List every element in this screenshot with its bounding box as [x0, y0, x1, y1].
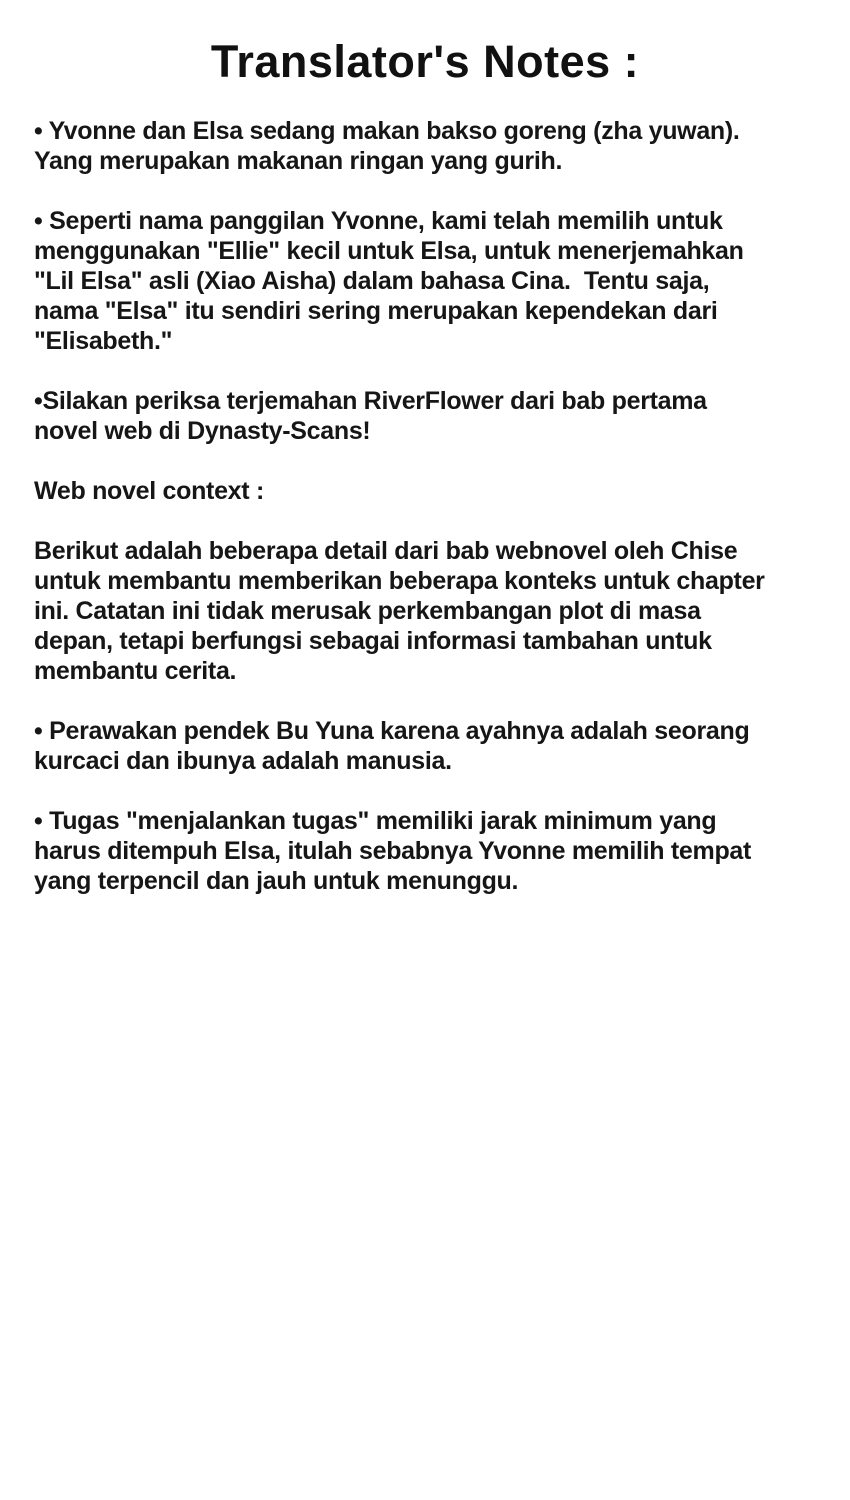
text-line: untuk membantu memberikan beberapa konteks untuk chapter — [34, 567, 765, 595]
note-paragraph-bu-yuna — [34, 716, 822, 776]
text-line: Berikut adalah beberapa detail dari bab webnovel oleh Chise — [34, 537, 738, 565]
section-heading-web-novel-context — [34, 476, 822, 506]
text-line: •Silakan periksa terjemahan RiverFlower dari bab pertama — [34, 387, 707, 415]
text-line: • Yvonne dan Elsa sedang makan bakso goreng (zha yuwan). — [34, 117, 740, 145]
page-title: Translator's Notes : — [210, 36, 640, 87]
text-line: • Tugas "menjalankan tugas" memiliki jarak minimum yang — [34, 807, 717, 835]
note-paragraph-errand-distance — [34, 806, 822, 896]
text-line: membantu cerita. — [34, 657, 237, 685]
text-line: yang terpencil dan jauh untuk menunggu. — [34, 867, 519, 895]
text-line: • Perawakan pendek Bu Yuna karena ayahnya adalah seorang — [34, 717, 750, 745]
text-line: harus ditempuh Elsa, itulah sebabnya Yvonne memilih tempat — [34, 837, 752, 865]
text-line: Web novel context : — [34, 477, 264, 505]
text-line: menggunakan "Ellie" kecil untuk Elsa, untuk menerjemahkan — [34, 237, 744, 265]
note-paragraph-riverflower — [34, 386, 822, 446]
text-line: ini. Catatan ini tidak merusak perkembangan plot di masa — [34, 597, 701, 625]
text-line: • Seperti nama panggilan Yvonne, kami telah memilih untuk — [34, 207, 723, 235]
note-paragraph-context-intro — [34, 536, 822, 686]
text-line: nama "Elsa" itu sendiri sering merupakan kependekan dari — [34, 297, 718, 325]
notes-body — [0, 88, 850, 896]
note-paragraph-bakso — [34, 116, 822, 176]
text-line: "Lil Elsa" asli (Xiao Aisha) dalam bahasa Cina. Tentu saja, — [34, 267, 710, 295]
text-line: kurcaci dan ibunya adalah manusia. — [34, 747, 452, 775]
note-paragraph-ellie-name — [34, 206, 822, 356]
text-line: depan, tetapi berfungsi sebagai informasi tambahan untuk — [34, 627, 712, 655]
text-line: Yang merupakan makanan ringan yang gurih. — [34, 147, 563, 175]
text-line: "Elisabeth." — [34, 327, 173, 355]
text-line: novel web di Dynasty-Scans! — [34, 417, 371, 445]
